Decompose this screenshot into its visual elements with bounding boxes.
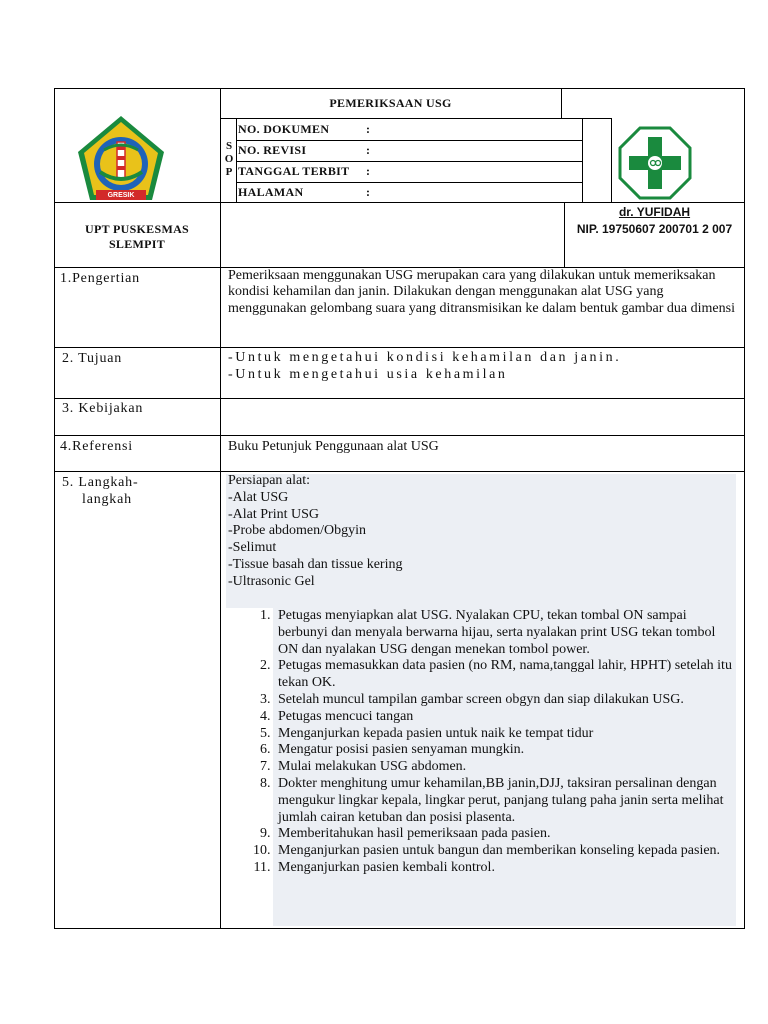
langkah-label-line: 5. Langkah- — [62, 475, 139, 490]
section-text-referensi: Buku Petunjuk Penggunaan alat USG — [228, 439, 439, 454]
doc-field-nodokumen — [238, 122, 329, 137]
section-label-langkah — [62, 474, 138, 508]
page-title: PEMERIKSAAN USG — [329, 96, 452, 110]
puskesmas-logo — [618, 126, 692, 200]
step-item: 3. Setelah muncul tampilan gambar screen obgyn dan siap dilakukan USG. — [274, 692, 738, 709]
signatory-nip: NIP. 19750607 200701 2 007 — [576, 222, 733, 236]
section-text-pengertian: Pemeriksaan menggunakan USG merupakan cara yang dilakukan untuk memeriksakan kondisi kehamilan dan janin. Dilakukan dengan menggunakan alat USG yang menggunakan gelombang suara yang ditransmisikan ke dalam bentuk gambar dua dimensi — [228, 268, 735, 316]
tujuan-list — [228, 349, 738, 383]
doc-field-sep: : — [366, 164, 371, 178]
section-label-tujuan: 2. Tujuan — [62, 351, 123, 366]
step-item: 4. Petugas mencuci tangan — [274, 709, 738, 726]
section-label-kebijakan: 3. Kebijakan — [62, 401, 144, 416]
doc-field-norevisi — [238, 143, 306, 158]
signatory-name: dr. YUFIDAH — [618, 205, 691, 219]
puskesmas-cross-icon — [618, 126, 692, 200]
step-item: 8. Dokter menghitung umur kehamilan,BB janin,DJJ, taksiran persalinan dengan mengukur lingkar kepala, lingkar perut, panjang tulang paha janin serta melihat jumlah cairan ketuban dan posisi plasenta. — [274, 776, 738, 826]
step-item: 9. Memberitahukan hasil pemeriksaan pada pasien. — [274, 826, 738, 843]
doc-field-label: NO. REVISI — [238, 143, 307, 157]
step-item: 6. Mengatur posisi pasien senyaman mungkin. — [274, 742, 738, 759]
regency-logo — [74, 114, 168, 206]
step-item: 1. Petugas menyiapkan alat USG. Nyalakan CPU, tekan tombal ON sampai berbunyi dan menyala berwarna hijau, serta nyalakan print USG tekan tombol ON dan nyalakan USG dengan menekan tombol power. — [274, 608, 738, 658]
section-label-pengertian: 1.Pengertian — [60, 271, 140, 286]
step-item: 10. Menganjurkan pasien untuk bangun dan memberikan konseling kepada pasien. — [274, 843, 738, 860]
org-name — [54, 222, 220, 252]
prep-item: -Selimut — [228, 540, 277, 556]
tujuan-item: -Untuk mengetahui kondisi kehamilan dan janin. — [228, 350, 622, 365]
doc-field-label: HALAMAN — [238, 185, 304, 199]
prep-item: -Alat Print USG — [228, 506, 319, 522]
prep-item: -Ultrasonic Gel — [228, 573, 315, 589]
doc-field-sep: : — [366, 143, 371, 157]
sop-letter: P — [225, 166, 233, 178]
steps-list — [230, 608, 738, 877]
prep-list — [228, 473, 736, 591]
logo-caption: GRESIK — [107, 192, 135, 199]
step-item: 11. Menganjurkan pasien kembali kontrol. — [274, 860, 738, 877]
sop-letter: S — [225, 140, 233, 152]
prep-item: -Tissue basah dan tissue kering — [228, 556, 403, 572]
prep-title: Persiapan alat: — [228, 473, 311, 488]
section-label-referensi: 4.Referensi — [60, 439, 133, 454]
langkah-label-line: langkah — [82, 492, 132, 507]
doc-field-halaman — [238, 185, 303, 200]
doc-field-tanggal — [238, 164, 349, 179]
prep-item: -Probe abdomen/Obgyin — [228, 523, 367, 539]
doc-field-sep: : — [366, 185, 371, 199]
step-item: 2. Petugas memasukkan data pasien (no RM, nama,tanggal lahir, HPHT) setelah itu tekan OK. — [274, 658, 738, 692]
doc-field-sep: : — [366, 122, 371, 136]
sop-letter: O — [224, 153, 234, 165]
step-item: 7. Mulai melakukan USG abdomen. — [274, 759, 738, 776]
tujuan-item: -Untuk mengetahui usia kehamilan — [228, 367, 508, 382]
org-name-line: UPT PUSKESMAS — [84, 222, 190, 236]
doc-field-label: TANGGAL TERBIT — [238, 164, 350, 178]
doc-field-label: NO. DOKUMEN — [238, 122, 330, 136]
prep-item: -Alat USG — [228, 489, 289, 505]
org-name-line: SLEMPIT — [108, 237, 166, 251]
sop-label — [222, 140, 236, 179]
step-item: 5. Menganjurkan kepada pasien untuk naik ke tempat tidur — [274, 726, 738, 743]
